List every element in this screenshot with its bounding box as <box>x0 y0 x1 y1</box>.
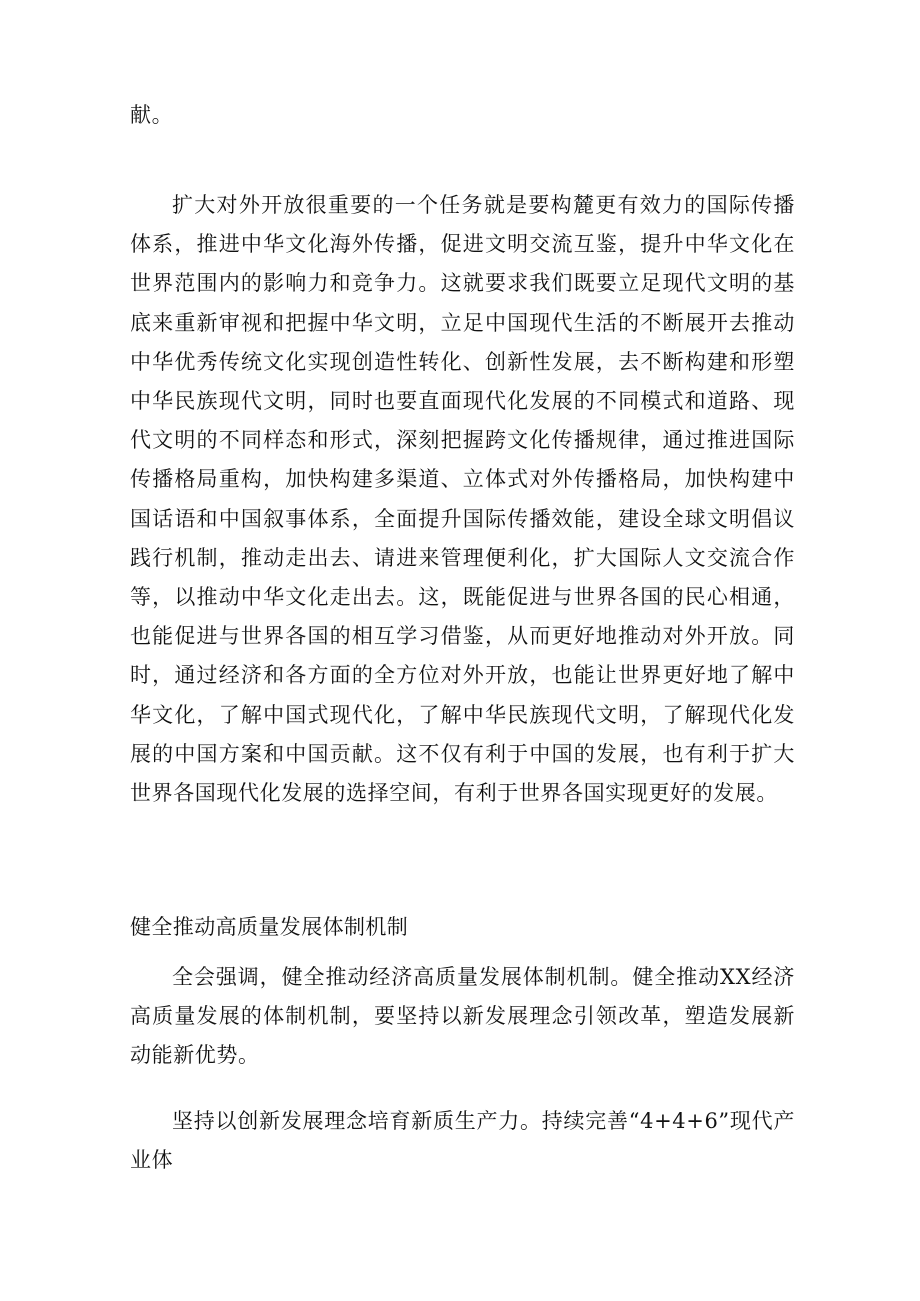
paragraph-fragment: 献。 <box>130 103 174 127</box>
section-heading: 健全推动高质量发展体制机制 <box>130 915 409 939</box>
paragraph-innovation: 坚持以创新发展理念培育新质生产力。持续完善“4+4+6”现代产业体 <box>130 1109 795 1173</box>
paragraph-international-communication: 扩大对外开放很重要的一个任务就是要构麓更有效力的国际传播体系，推进中华文化海外传播，促进文明交流互鉴，提升中华文化在世界范围内的影响力和竞争力。这就要求我们既要立足现代文明的基底来重新审视和把握中华文明，立足中国现代生活的不断展开去推动中华优秀传统文化实现创造性转化、创新性发展，去不断构建和形塑中华民族现代文明，同时也要直面现代化发展的不同模式和道路、现代文明的不同样态和形式，深刻把握跨文化传播规律，通过推进国际传播格局重构，加快构建多渠道、立体式对外传播格局，加快构建中国话语和中国叙事体系，全面提升国际传播效能，建设全球文明倡议践行机制，推动走出去、请进来管理便利化，扩大国际人文交流合作等，以推动中华文化走出去。这，既能促进与世界各国的民心相通，也能促进与世界各国的相互学习借鉴，从而更好地推动对外开放。同时，通过经济和各方面的全方位对外开放，也能让世界更好地了解中华文化，了解中国式现代化，了解中华民族现代文明，了解现代化发展的中国方案和中国贡献。这不仅有利于中国的发展，也有利于扩大世界各国现代化发展的选择空间，有利于世界各国实现更好的发展。 <box>130 193 795 806</box>
paragraph-plenary-session: 全会强调，健全推动经济高质量发展体制机制。健全推动XX经济高质量发展的体制机制，要坚持以新发展理念引领改革，塑造发展新动能新优势。 <box>130 965 795 1068</box>
